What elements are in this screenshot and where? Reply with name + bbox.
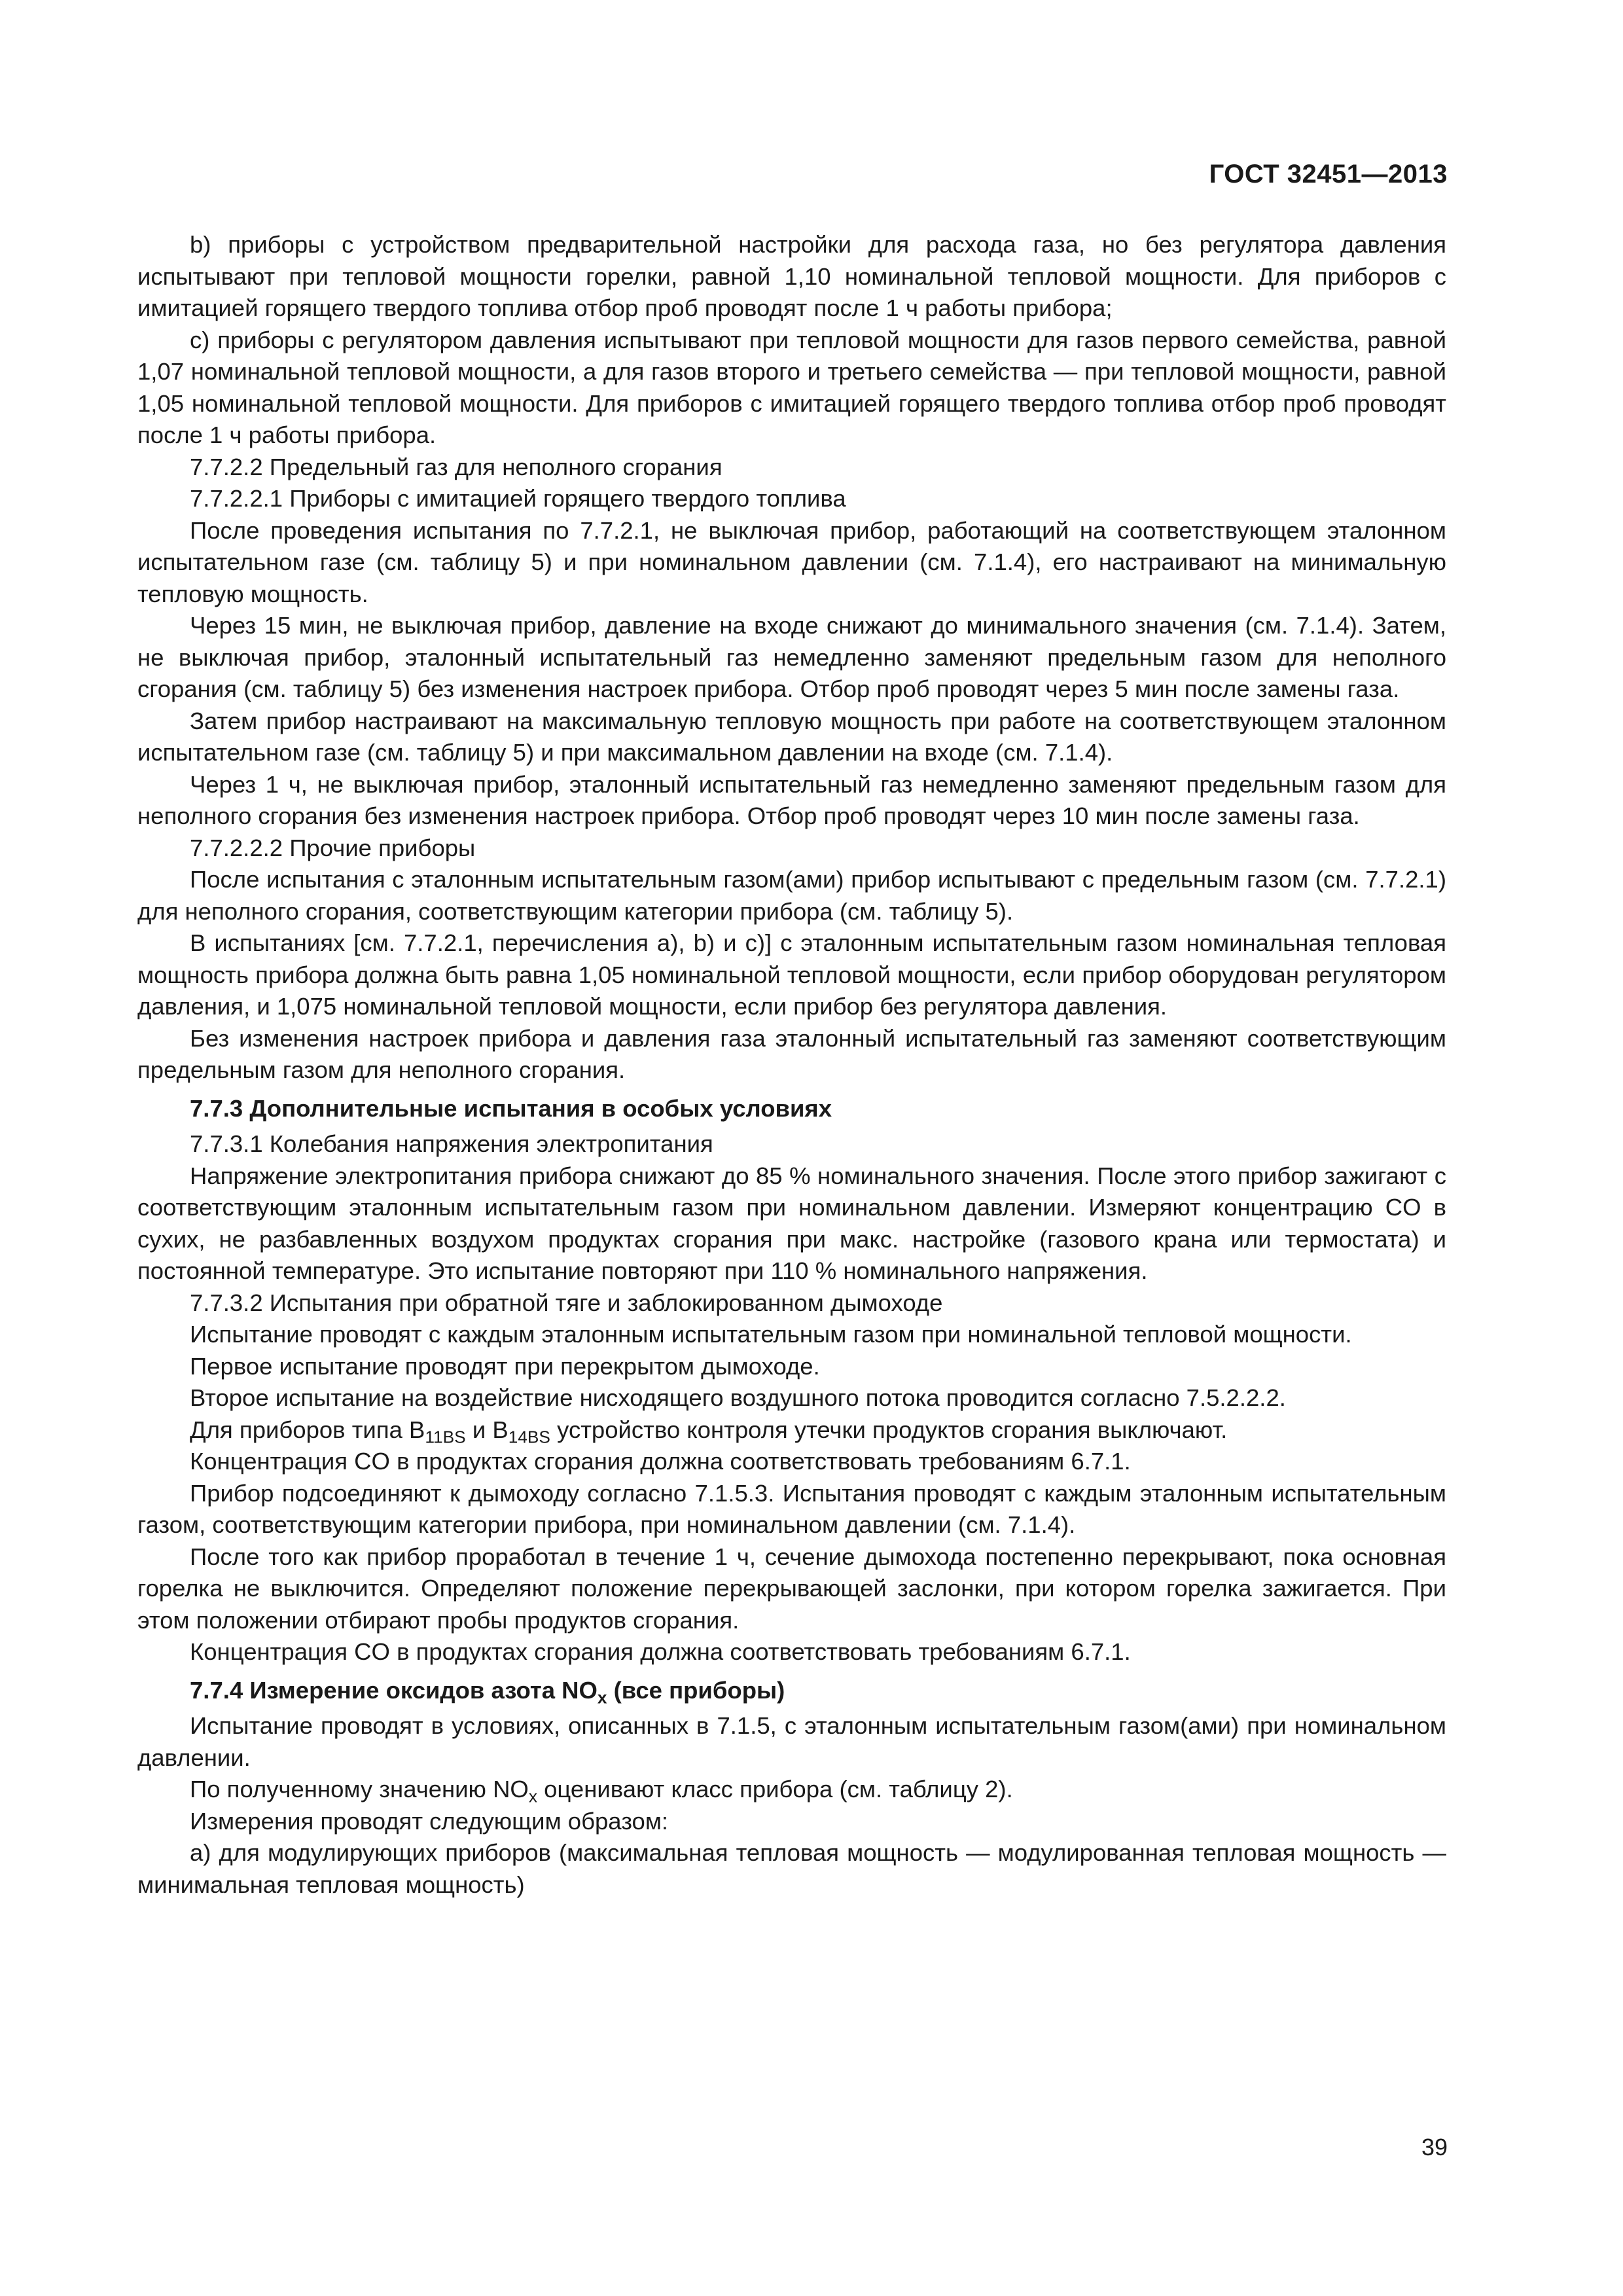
paragraph: После испытания с эталонным испытательным газом(ами) прибор испытывают с предельным газом (см. 7.7.2.1) для неполного сгорания, соответствующим категории прибора (см. таблицу 5). <box>137 866 1446 925</box>
paragraph: Измерения проводят следующим образом: <box>190 1807 669 1835</box>
doc-code-header: ГОСТ 32451—2013 <box>1209 160 1448 188</box>
paragraph-item-c: c) приборы с регулятором давления испытывают при тепловой мощности для газов первого семейства, равной 1,07 номинальной тепловой мощности, а для газов второго и третьего семейства — при тепловой мощности, равной 1,05 номинальной тепловой мощности. Для приборов с имитацией горящего твердого топлива отбор проб проводят после 1 ч работы прибора. <box>137 326 1446 448</box>
paragraph: Через 1 ч, не выключая прибор, эталонный испытательный газ немедленно заменяют предельным газом для неполного сгорания без изменения настроек прибора. Отбор проб проводят через 10 мин после замены газа. <box>137 770 1446 829</box>
paragraph: Испытание проводят с каждым эталонным испытательным газом при номинальной тепловой мощности. <box>190 1321 1352 1348</box>
section-heading-7-7-4: 7.7.4 Измерение оксидов азота $NO_x$ (все приборы) <box>190 1676 785 1707</box>
paragraph-nox-class: По полученному значению $NO_x$ оценивают класс прибора (см. таблицу 2). <box>190 1776 1013 1806</box>
paragraph: После того как прибор проработал в течение 1 ч, сечение дымохода постепенно перекрывают, пока основная горелка не выключится. Определяют положение перекрывающей заслонки, при котором горелка зажигается. При этом положении отбирают пробы продуктов сгорания. <box>137 1543 1446 1634</box>
paragraph: Напряжение электропитания прибора снижают до 85 % номинального значения. После этого прибор зажигают с соответствующим эталонным испытательным газом при номинальном давлении. Измеряют концентрацию CO в сухих, не разбавленных воздухом продуктах сгорания при макс. настройке (газового крана или термостата) и постоянной температуре. Это испытание повторяют при 110 % номинального напряжения. <box>137 1162 1446 1284</box>
subsection-7-7-2-2-1: 7.7.2.2.1 Приборы с имитацией горящего твердого топлива <box>190 485 846 512</box>
paragraph: В испытаниях [см. 7.7.2.1, перечисления a), b) и c)] с эталонным испытательным газом номинальная тепловая мощность прибора должна быть равна 1,05 номинальной тепловой мощности, если прибор оборудован регулятором давления, и 1,075 номинальной тепловой мощности, если прибор без регулятора давления. <box>137 929 1446 1020</box>
paragraph: Концентрация CO в продуктах сгорания должна соответствовать требованиям 6.7.1. <box>190 1638 1131 1665</box>
paragraph: Концентрация CO в продуктах сгорания должна соответствовать требованиям 6.7.1. <box>190 1448 1131 1475</box>
paragraph-item-b: b) приборы с устройством предварительной настройки для расхода газа, но без регулятора давления испытывают при тепловой мощности горелки, равной 1,10 номинальной тепловой мощности. Для приборов с имитацией горящего твердого топлива отбор проб проводят после 1 ч работы прибора; <box>137 231 1446 321</box>
paragraph: Прибор подсоединяют к дымоходу согласно 7.1.5.3. Испытания проводят с каждым эталонным испытательным газом, соответствующим категории прибора, при номинальном давлении (см. 7.1.4). <box>137 1479 1446 1538</box>
subsection-7-7-2-2-2: 7.7.2.2.2 Прочие приборы <box>190 834 476 861</box>
paragraph: Без изменения настроек прибора и давления газа эталонный испытательный газ заменяют соответствующим предельным газом для неполного сгорания. <box>137 1024 1446 1083</box>
page-number: 39 <box>1421 2134 1448 2161</box>
paragraph: Затем прибор настраивают на максимальную тепловую мощность при работе на соответствующем эталонном испытательном газе (см. таблицу 5) и при максимальном давлении на входе (см. 7.1.4). <box>137 707 1446 766</box>
document-body <box>137 229 1446 1901</box>
paragraph: После проведения испытания по 7.7.2.1, не выключая прибор, работающий на соответствующем эталонном испытательном газе (см. таблицу 5) и при номинальном давлении (см. 7.1.4), его настраивают на минимальную тепловую мощность. <box>137 516 1446 607</box>
subsection-7-7-2-2: 7.7.2.2 Предельный газ для неполного сгорания <box>190 453 722 480</box>
paragraph-appliance-types: Для приборов типа $B_{11BS}$ и $B_{14BS}$ устройство контроля утечки продуктов сгорания выключают. <box>190 1416 1228 1446</box>
paragraph: Первое испытание проводят при перекрытом дымоходе. <box>190 1352 820 1380</box>
section-heading-7-7-3: 7.7.3 Дополнительные испытания в особых условиях <box>190 1094 832 1122</box>
paragraph: Второе испытание на воздействие нисходящего воздушного потока проводится согласно 7.5.2.2.2. <box>190 1384 1286 1411</box>
subsection-7-7-3-1: 7.7.3.1 Колебания напряжения электропитания <box>190 1130 713 1157</box>
paragraph-item-a: a) для модулирующих приборов (максимальная тепловая мощность — модулированная тепловая мощность — минимальная тепловая мощность) <box>137 1839 1446 1898</box>
paragraph: Через 15 мин, не выключая прибор, давление на входе снижают до минимального значения (см. 7.1.4). Затем, не выключая прибор, эталонный испытательный газ немедленно заменяют предельным газом для неполного сгорания (см. таблицу 5) без изменения настроек прибора. Отбор проб проводят через 5 мин после замены газа. <box>137 612 1446 702</box>
paragraph: Испытание проводят в условиях, описанных в 7.1.5, с эталонным испытательным газом(ами) при номинальном давлении. <box>137 1712 1446 1771</box>
subsection-7-7-3-2: 7.7.3.2 Испытания при обратной тяге и заблокированном дымоходе <box>190 1289 943 1316</box>
